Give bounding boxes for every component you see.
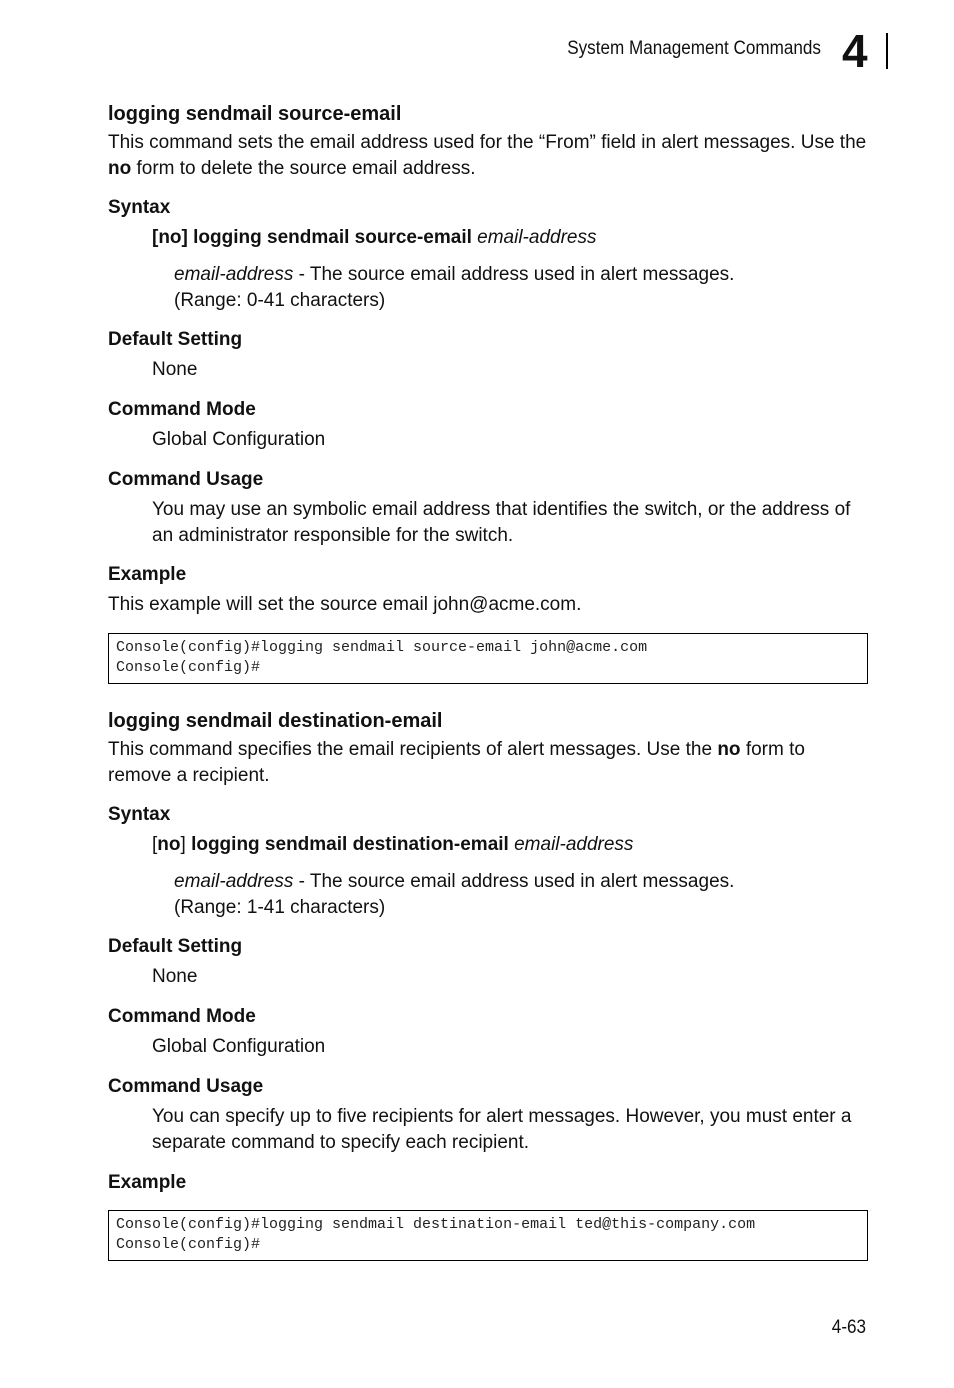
code-example	[108, 1210, 868, 1261]
command-description	[108, 737, 868, 789]
syntax-command: logging sendmail destination-email	[191, 834, 509, 855]
parameter-text: - The source email address used in alert messages.	[293, 871, 735, 892]
keyword-no: no	[108, 158, 132, 179]
code-line: Console(config)#logging sendmail destination-email ted@this-company.com	[116, 1216, 756, 1233]
code-example	[108, 633, 868, 684]
parameter-range: (Range: 0-41 characters)	[174, 290, 386, 311]
default-setting-value: None	[152, 966, 198, 987]
syntax-command: [no] logging sendmail source-email	[152, 227, 472, 248]
default-setting-value: None	[152, 359, 198, 380]
default-setting-heading: Default Setting	[108, 329, 243, 350]
command-title-destination-email: logging sendmail destination-email	[108, 710, 443, 732]
code-line: Console(config)#	[116, 1235, 261, 1253]
default-setting-heading: Default Setting	[108, 936, 243, 957]
syntax-bracket: ]	[180, 834, 192, 855]
command-usage-text: You can specify up to five recipients for alert messages. However, you must enter a separate command to specify each recipient.	[152, 1106, 852, 1153]
example-heading: Example	[108, 1172, 187, 1193]
code-line: Console(config)#logging sendmail source-email john@acme.com	[116, 639, 648, 656]
parameter-text: - The source email address used in alert messages.	[293, 264, 735, 285]
running-header-title: System Management Commands	[567, 38, 821, 59]
description-text: This command sets the email address used for the “From” field in alert messages. Use the	[108, 132, 867, 153]
command-mode-value: Global Configuration	[152, 1036, 326, 1057]
parameter-name: email-address	[174, 264, 294, 285]
parameter-description	[108, 869, 868, 895]
example-text: This example will set the source email john@acme.com.	[108, 594, 582, 615]
description-text: form to remove a recipient.	[108, 739, 805, 786]
syntax-heading: Syntax	[108, 197, 171, 218]
syntax-parameter: email-address	[477, 227, 597, 248]
page-number: 4-63	[831, 1317, 866, 1338]
description-text: This command specifies the email recipients of alert messages. Use the	[108, 739, 718, 760]
command-mode-value: Global Configuration	[152, 429, 326, 450]
parameter-description	[108, 262, 868, 288]
command-mode-heading: Command Mode	[108, 399, 256, 420]
parameter-name: email-address	[174, 871, 294, 892]
syntax-line	[108, 225, 868, 251]
keyword-no: no	[717, 739, 741, 760]
syntax-keyword-no: no	[157, 834, 181, 855]
page-content	[108, 100, 868, 1261]
syntax-heading: Syntax	[108, 804, 171, 825]
command-usage-heading: Command Usage	[108, 1076, 264, 1097]
syntax-line	[108, 832, 868, 858]
command-description	[108, 130, 868, 182]
description-text: form to delete the source email address.	[131, 158, 476, 179]
example-heading: Example	[108, 564, 187, 585]
syntax-parameter: email-address	[514, 834, 634, 855]
code-line: Console(config)#	[116, 658, 261, 676]
command-title-source-email: logging sendmail source-email	[108, 103, 402, 125]
command-mode-heading: Command Mode	[108, 1006, 256, 1027]
parameter-range: (Range: 1-41 characters)	[174, 897, 386, 918]
command-usage-heading: Command Usage	[108, 469, 264, 490]
chapter-number: 4	[842, 25, 868, 77]
command-usage-text: You may use an symbolic email address that identifies the switch, or the address of an administrator responsible for the switch.	[152, 499, 851, 546]
syntax-bracket: [	[152, 834, 158, 855]
